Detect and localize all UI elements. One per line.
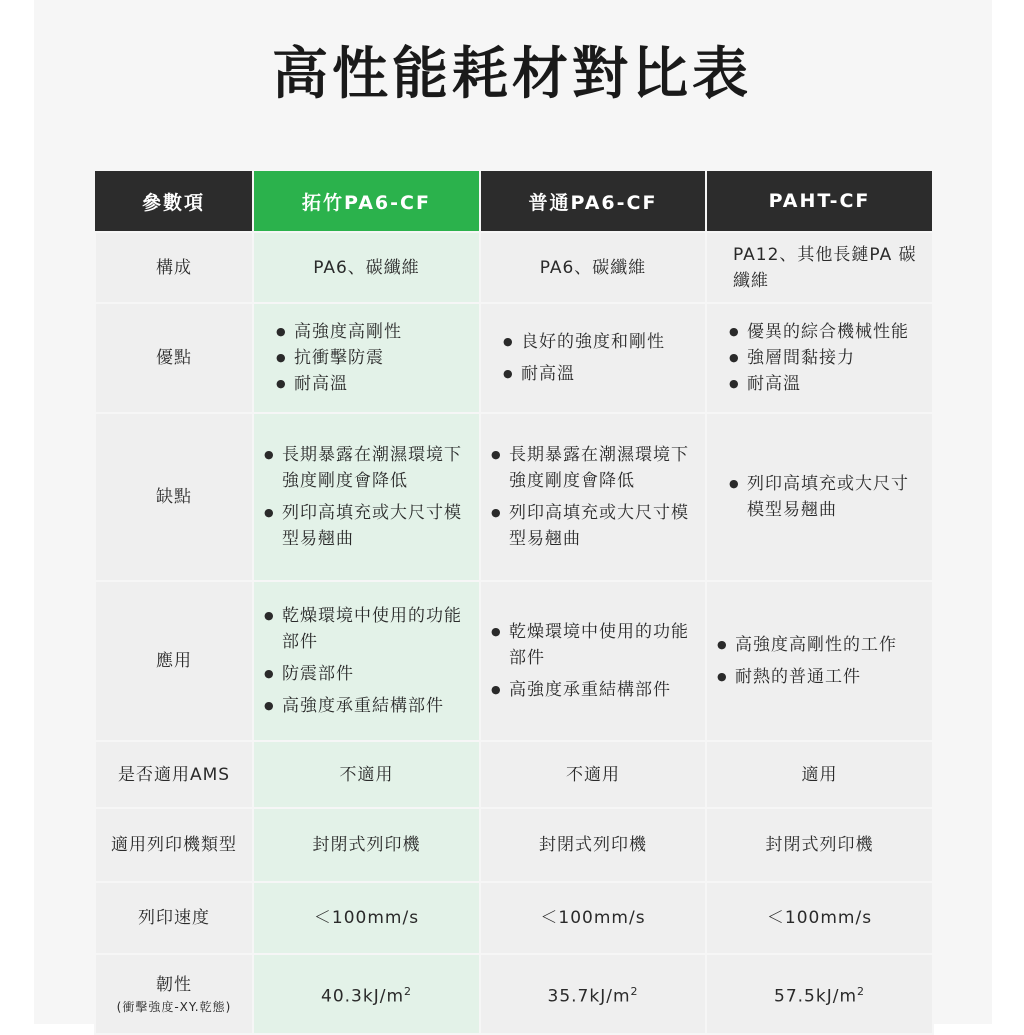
cell-value [253,954,480,1034]
list-item: ● 耐高溫 [276,371,469,397]
list-item: ● 防震部件 [264,661,469,687]
cell-list [480,581,706,741]
cell-value: PA12、其他長鏈PA 碳纖維 [706,232,933,303]
list-item: ● 高強度承重結構部件 [264,693,469,719]
cell-list [706,413,933,581]
cell-list [706,581,933,741]
table-row-applications [95,581,933,741]
unit-exponent: 2 [404,984,412,998]
list-item: ● 高強度高剛性的工作 [717,632,922,658]
row-label: 缺點 [95,413,253,581]
list-item: ● 耐高溫 [503,361,695,387]
cell-value: PA6、碳纖維 [480,232,706,303]
cell-value: 適用 [706,741,933,808]
cell-list [480,303,706,413]
row-label: 應用 [95,581,253,741]
list-item: ● 強層間黏接力 [729,345,922,371]
list-item: ● 乾燥環境中使用的功能部件 [264,603,469,655]
table-row-ams [95,741,933,808]
list-item: ● 耐高溫 [729,371,922,397]
list-item: ● 列印高填充或大尺寸模型易翹曲 [491,500,695,552]
list-item: ● 高強度承重結構部件 [491,677,695,703]
list-item: ● 耐熱的普通工件 [717,664,922,690]
row-label: 列印速度 [95,882,253,954]
list-item: ● 優異的綜合機械性能 [729,319,922,345]
unit-exponent: 2 [857,984,865,998]
table-row-disadvantages [95,413,933,581]
cell-list [253,413,480,581]
header-paht-cf: PAHT-CF [706,171,933,232]
cell-list [480,413,706,581]
row-label [95,954,253,1034]
header-row [95,171,933,232]
row-label: 優點 [95,303,253,413]
list-item: ● 長期暴露在潮濕環境下強度剛度會降低 [264,442,469,494]
comparison-table [94,171,934,1035]
cell-value [706,954,933,1034]
cell-value: ＜100mm/s [706,882,933,954]
cell-list [253,581,480,741]
list-item: ● 列印高填充或大尺寸模型易翹曲 [729,471,922,523]
page-title: 高性能耗材對比表 [272,42,752,107]
cell-value [480,954,706,1034]
row-label: 適用列印機類型 [95,808,253,882]
toughness-value: 35.7kJ/m [547,986,631,1007]
header-generic-pa6-cf: 普通PA6-CF [480,171,706,232]
cell-value: 封閉式列印機 [253,808,480,882]
table-row-speed [95,882,933,954]
list-item: ● 列印高填充或大尺寸模型易翹曲 [264,500,469,552]
cell-list [253,303,480,413]
row-label: 是否適用AMS [95,741,253,808]
table-row-advantages [95,303,933,413]
header-parameter: 參數項 [95,171,253,232]
list-item: ● 良好的強度和剛性 [503,329,695,355]
toughness-sublabel: (衝擊強度-XY.乾態) [116,1000,232,1014]
table-row-toughness [95,954,933,1034]
cell-value: 封閉式列印機 [706,808,933,882]
table-row-printer-type [95,808,933,882]
list-item: ● 抗衝擊防震 [276,345,469,371]
header-bambu-pa6-cf: 拓竹PA6-CF [253,171,480,232]
cell-value: 封閉式列印機 [480,808,706,882]
toughness-label: 韌性 [156,975,192,995]
list-item: ● 乾燥環境中使用的功能部件 [491,619,695,671]
row-label: 構成 [95,232,253,303]
list-item: ● 長期暴露在潮濕環境下強度剛度會降低 [491,442,695,494]
list-item: ● 高強度高剛性 [276,319,469,345]
toughness-value: 40.3kJ/m [321,986,404,1007]
cell-value: ＜100mm/s [480,882,706,954]
toughness-value: 57.5kJ/m [774,986,857,1007]
cell-value: ＜100mm/s [253,882,480,954]
cell-list [706,303,933,413]
unit-exponent: 2 [630,984,639,998]
cell-value: 不適用 [253,741,480,808]
cell-value: 不適用 [480,741,706,808]
table-row-composition [95,232,933,303]
cell-value: PA6、碳纖維 [253,232,480,303]
